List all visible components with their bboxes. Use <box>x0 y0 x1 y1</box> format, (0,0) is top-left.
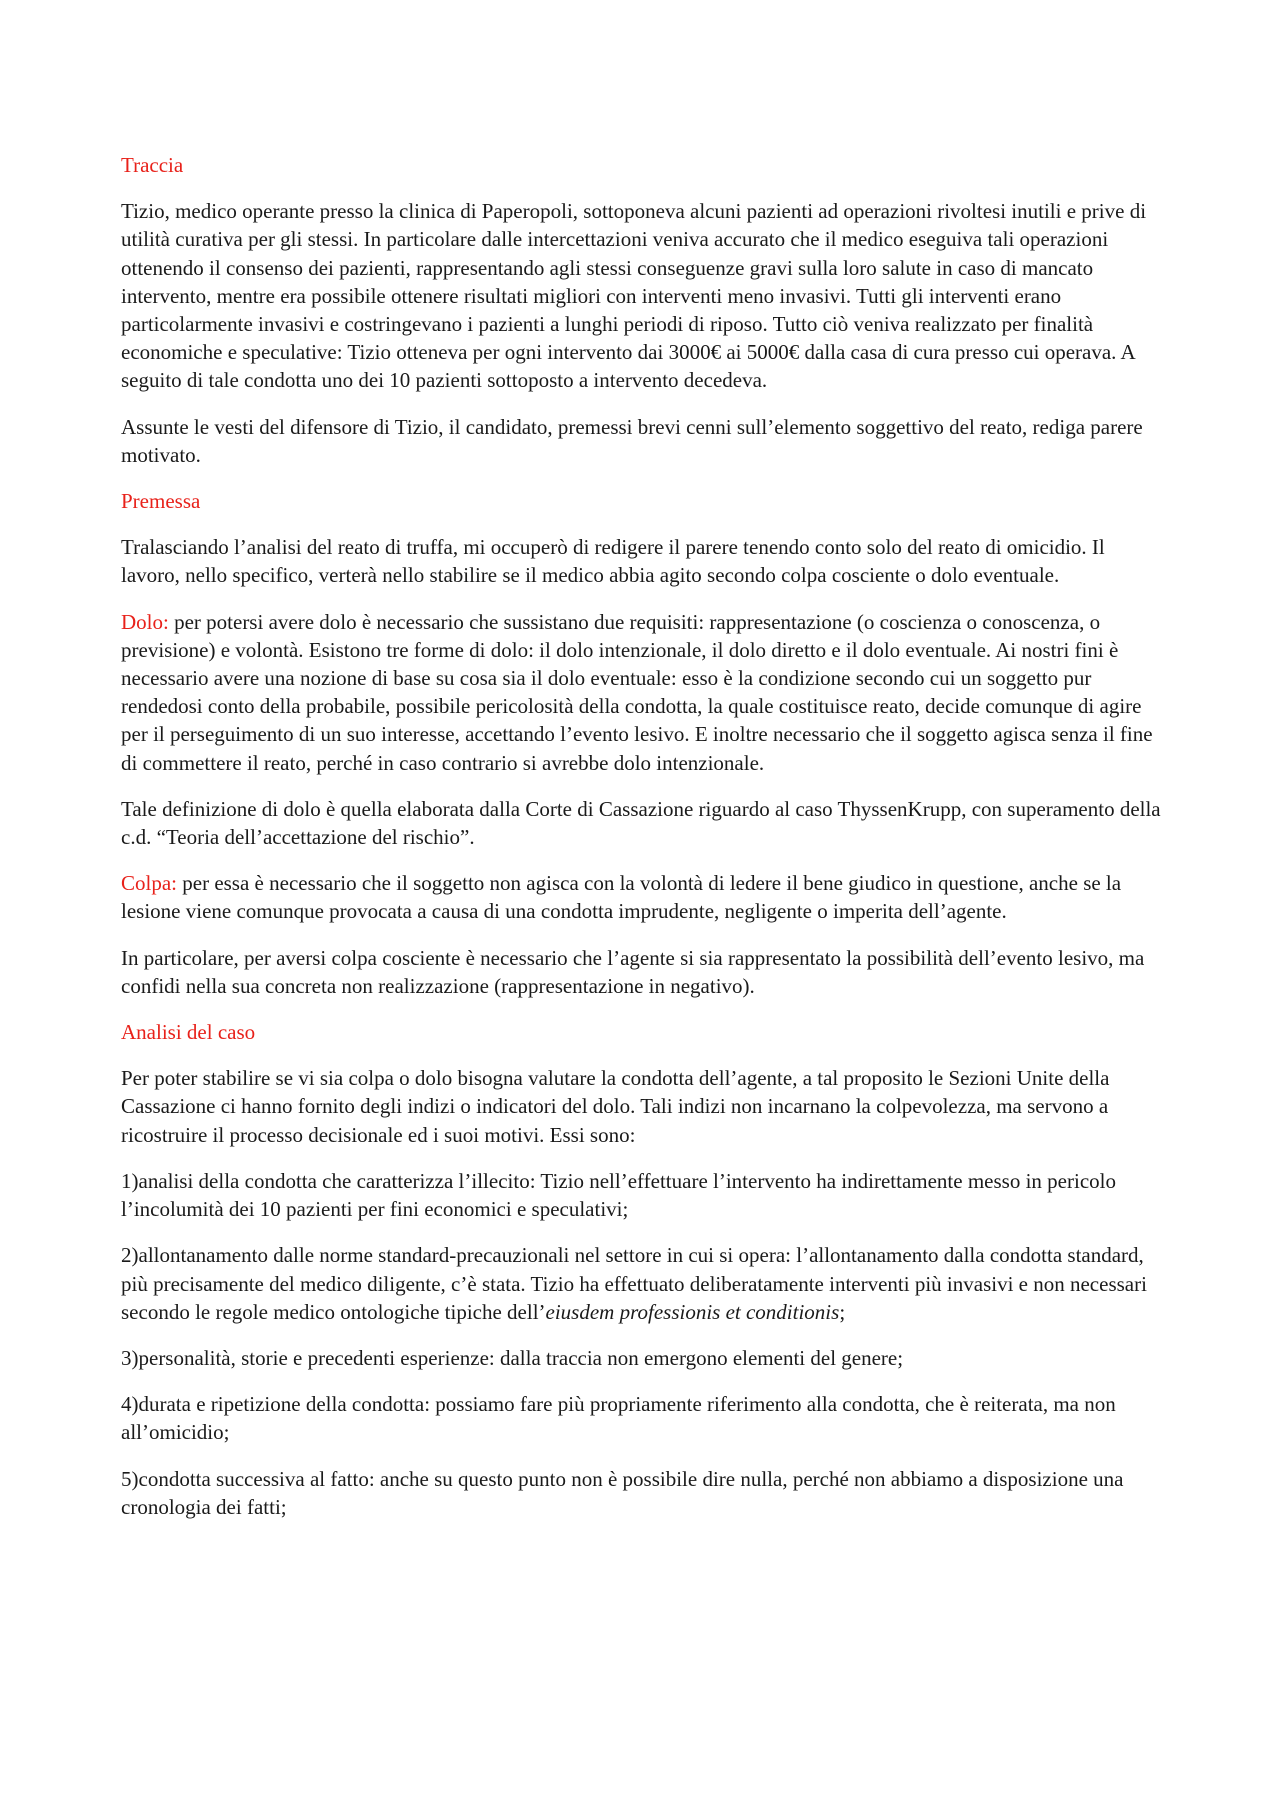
paragraph-dolo <box>121 608 1161 777</box>
paragraph: Tralasciando l’analisi del reato di truffa, mi occuperò di redigere il parere tenendo conto solo del reato di omicidio. Il lavoro, nello specifico, verterà nello stabilire se il medico abbia agito secondo colpa cosciente o dolo eventuale. <box>121 535 1105 588</box>
list-item: 1)analisi della condotta che caratterizza l’illecito: Tizio nell’effettuare l’intervento ha indirettamente messo in pericolo l’incolumità dei 10 pazienti per fini economici e speculativi; <box>121 1168 1116 1222</box>
paragraph-colpa <box>121 869 1161 925</box>
paragraph: Tale definizione di dolo è quella elaborata dalla Corte di Cassazione riguardo al caso ThyssenKrupp, con superamento della c.d. “Teoria dell’accettazione del rischio”. <box>121 796 1161 850</box>
colpa-label: Colpa: <box>121 871 177 896</box>
list-item-end: ; <box>839 1299 846 1324</box>
paragraph: Per poter stabilire se vi sia colpa o dolo bisogna valutare la condotta dell’agente, a tal proposito le Sezioni Unite della Cassazione ci hanno fornito degli indizi o indicatori del dolo. Tali indizi non incarnano la colpevolezza, ma servono a ricostruire il processo decisionale ed i suoi motivi. Essi sono: <box>121 1066 1110 1147</box>
latin-phrase: eiusdem professionis et conditionis <box>545 1299 840 1324</box>
document-body <box>121 151 1161 1539</box>
list-item: 4)durata e ripetizione della condotta: possiamo fare più propriamente riferimento alla condotta, che è reiterata, ma non all’omicidio; <box>121 1392 1116 1445</box>
section-heading-analisi: Analisi del caso <box>121 1020 256 1045</box>
paragraph: Tizio, medico operante presso la clinica di Paperopoli, sottoponeva alcuni pazienti ad operazioni rivoltesi inutili e prive di utilità curativa per gli stessi. In particolare dalle intercettazioni veniva accurato che il medico eseguiva tali operazioni ottenendo il consenso dei pazienti, rappresentando agli stessi conseguenze gravi sulla loro salute in caso di mancato intervento, mentre era possibile ottenere risultati migliori con interventi meno invasivi. Tutti gli interventi erano particolarmente invasivi e costringevano i pazienti a lunghi periodi di riposo. Tutto ciò veniva realizzato per finalità economiche e speculative: Tizio otteneva per ogni intervento dai 3000€ ai 5000€ dalla casa di cura presso cui operava. A seguito di tale condotta uno dei 10 pazienti sottoposto a intervento decedeva. <box>121 199 1147 393</box>
list-item <box>121 1241 1161 1326</box>
dolo-label: Dolo: <box>121 609 169 634</box>
section-heading-premessa: Premessa <box>121 489 201 514</box>
list-item: 5)condotta successiva al fatto: anche su questo punto non è possibile dire nulla, perché non abbiamo a disposizione una cronologia dei fatti; <box>121 1466 1124 1519</box>
list-item: 3)personalità, storie e precedenti esperienze: dalla traccia non emergono elementi del genere; <box>121 1345 904 1370</box>
paragraph: Assunte le vesti del difensore di Tizio, il candidato, premessi brevi cenni sull’elemento soggettivo del reato, rediga parere motivato. <box>121 414 1143 467</box>
paragraph: In particolare, per aversi colpa cosciente è necessario che l’agente si sia rappresentato la possibilità dell’evento lesivo, ma confidi nella sua concreta non realizzazione (rappresentazione in negativo). <box>121 945 1145 998</box>
dolo-text: per potersi avere dolo è necessario che sussistano due requisiti: rappresentazione (o coscienza o conoscenza, o previsione) e volontà. Esistono tre forme di dolo: il dolo intenzionale, il dolo diretto e il dolo eventuale. Ai nostri fini è necessario avere una nozione di base su cosa sia il dolo eventuale: esso è la condizione secondo cui un soggetto pur rendedosi conto della probabile, possibile pericolosità della condotta, la quale costituisce reato, decide comunque di agire per il perseguimento di un suo interesse, accettando l’evento lesivo. E inoltre necessario che il soggetto agisca senza il fine di commettere il reato, perché in caso contrario si avrebbe dolo intenzionale. <box>121 609 1153 775</box>
section-heading-traccia: Traccia <box>121 153 184 177</box>
list-item-text: 2)allontanamento dalle norme standard-precauzionali nel settore in cui si opera: l’allontanamento dalla condotta standard, più precisamente del medico diligente, c’è stata. Tizio ha effettuato deliberatamente interventi più invasivi e non necessari secondo le regole medico ontologiche tipiche dell’ <box>121 1243 1147 1324</box>
colpa-text: per essa è necessario che il soggetto non agisca con la volontà di ledere il bene giudico in questione, anche se la lesione viene comunque provocata a causa di una condotta imprudente, negligente o imperita dell’agente. <box>121 871 1122 924</box>
